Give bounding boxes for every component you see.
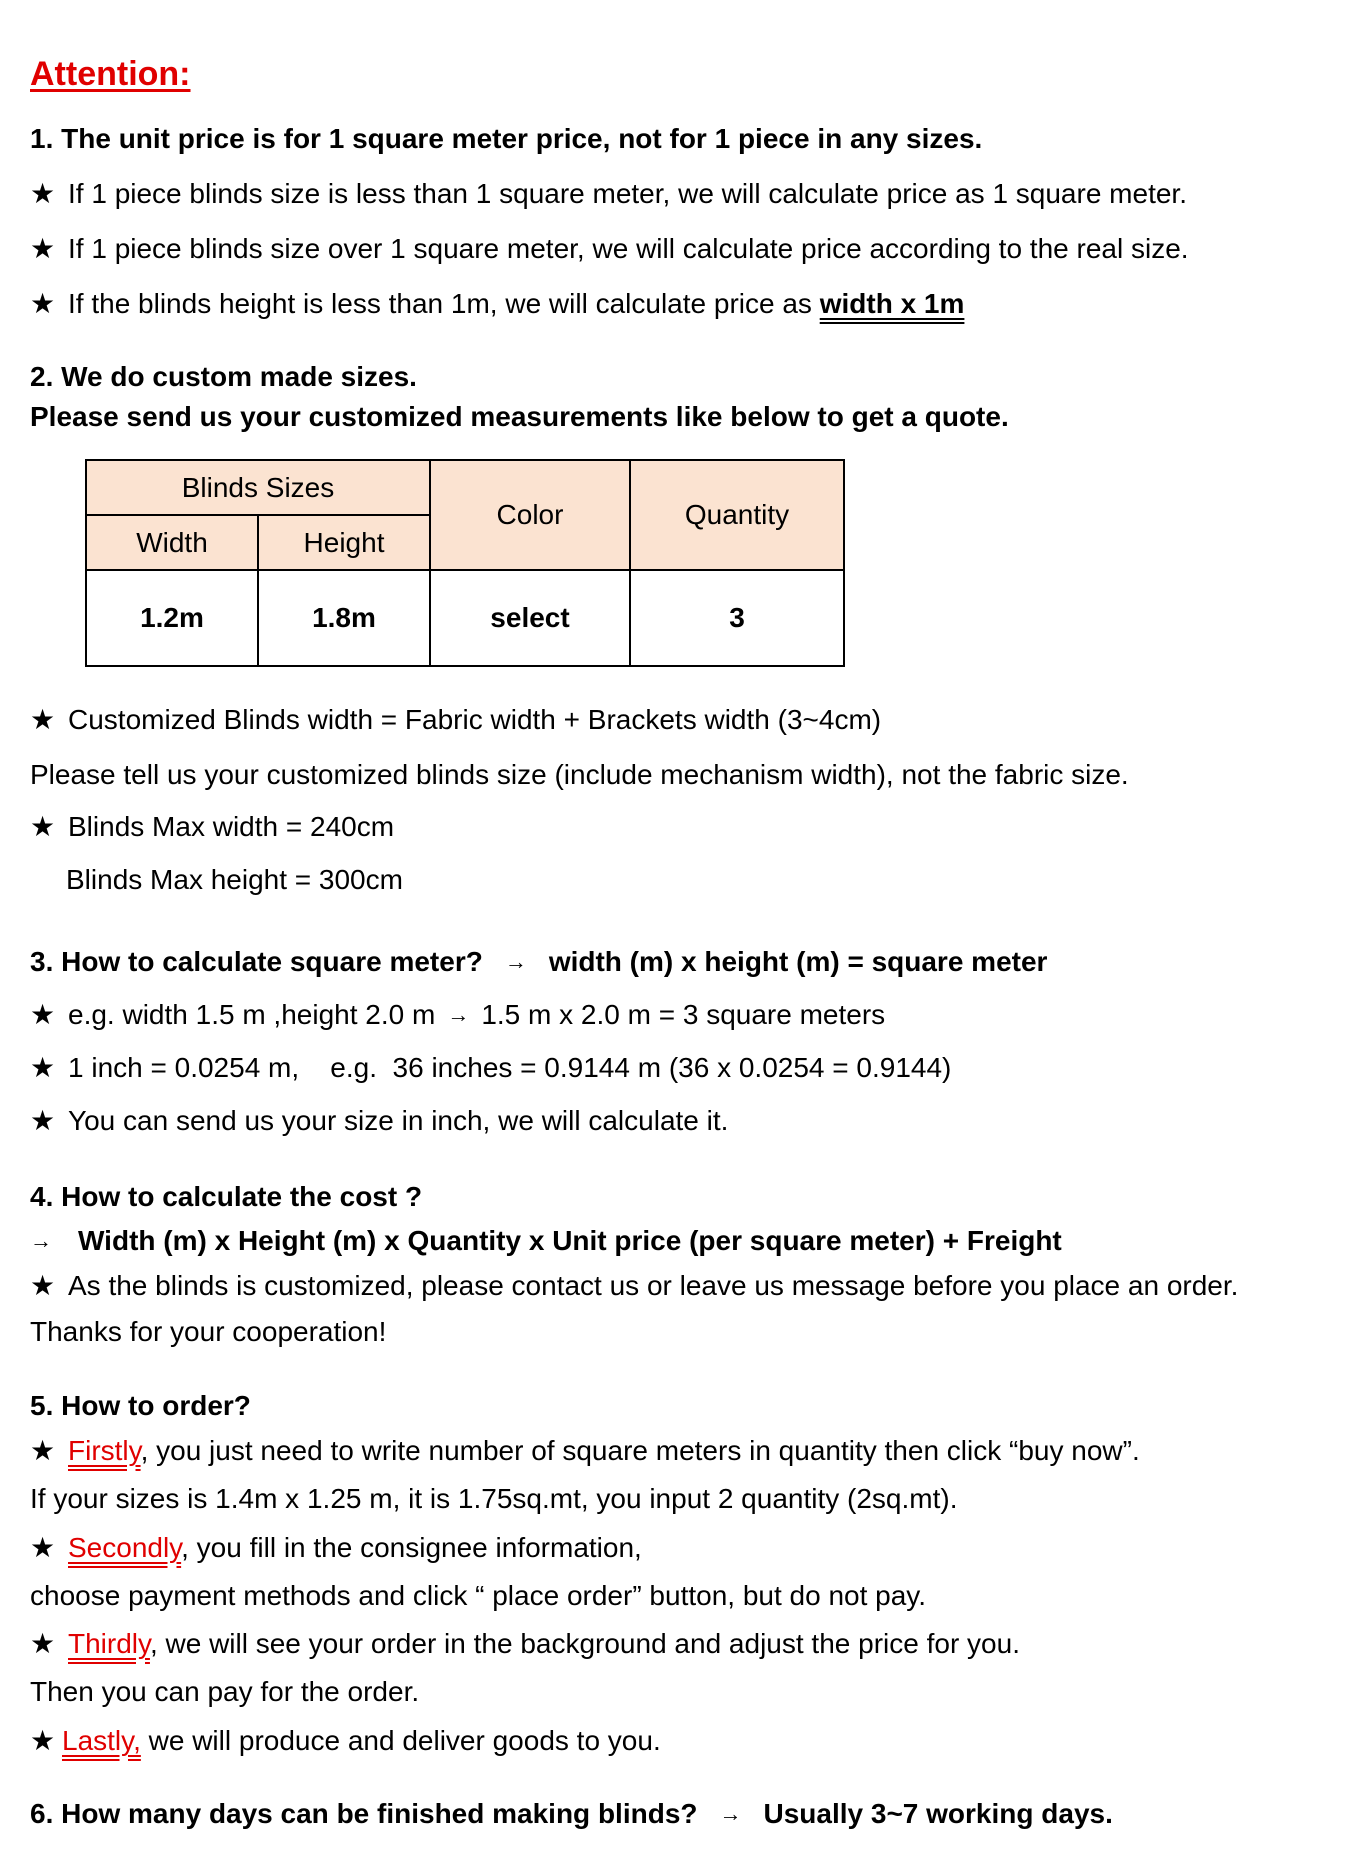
- section-4-thanks: Thanks for your cooperation!: [30, 1316, 387, 1347]
- section-3-bullet-3: ★ You can send us your size in inch, we will calculate it.: [30, 1105, 729, 1136]
- section-3-bullet-2: ★ 1 inch = 0.0254 m, e.g. 36 inches = 0.9144 m (36 x 0.0254 = 0.9144): [30, 1052, 952, 1083]
- width-x-1m-emphasis: width x 1m: [819, 288, 965, 319]
- section-1-bullet-1: ★ If 1 piece blinds size is less than 1 square meter, we will calculate price as 1 square meter.: [30, 178, 1187, 209]
- section-3-heading: 3. How to calculate square meter? → width (m) x height (m) = square meter: [30, 946, 1048, 977]
- star-icon: ★: [30, 1270, 56, 1301]
- height-header: Height: [258, 515, 430, 570]
- quantity-cell: 3: [630, 570, 844, 666]
- section-4-bullet-1: ★ As the blinds is customized, please contact us or leave us message before you place an order.: [30, 1270, 1239, 1301]
- arrow-icon: →: [447, 1002, 470, 1027]
- section-1-bullet-2: ★ If 1 piece blinds size over 1 square meter, we will calculate price according to the real size.: [30, 233, 1189, 264]
- section-2-subheading: Please send us your customized measurements like below to get a quote.: [30, 401, 1009, 432]
- step-1-label: Firstly: [68, 1435, 141, 1466]
- arrow-icon: →: [719, 1801, 742, 1826]
- star-icon: ★: [30, 811, 56, 842]
- sizes-table: [85, 459, 845, 667]
- section-4-heading: 4. How to calculate the cost ?: [30, 1181, 423, 1212]
- step-2-note: choose payment methods and click “ place order” button, but do not pay.: [30, 1580, 926, 1611]
- section-1-bullet-3: ★ If the blinds height is less than 1m, we will calculate price as width x 1m: [30, 288, 965, 319]
- star-icon: ★: [30, 1052, 56, 1083]
- attention-heading: Attention:: [30, 55, 191, 93]
- arrow-icon: →: [30, 1228, 52, 1253]
- color-header: Color: [430, 460, 630, 570]
- section-2-bullet-2b: Blinds Max height = 300cm: [66, 864, 403, 895]
- section-2-bullet-1: ★ Customized Blinds width = Fabric width + Brackets width (3~4cm): [30, 704, 882, 735]
- section-6-heading: 6. How many days can be finished making blinds? → Usually 3~7 working days.: [30, 1798, 1113, 1829]
- width-cell: 1.2m: [86, 570, 258, 666]
- step-1: ★ Firstly, you just need to write number of square meters in quantity then click “buy now”.: [30, 1435, 1140, 1466]
- star-icon: ★: [30, 999, 56, 1030]
- section-5-heading: 5. How to order?: [30, 1390, 251, 1421]
- step-2: ★ Secondly, you fill in the consignee information,: [30, 1532, 642, 1563]
- star-icon: ★: [30, 704, 56, 735]
- step-4-label: Lastly,: [62, 1725, 141, 1756]
- step-3-note: Then you can pay for the order.: [30, 1676, 420, 1707]
- star-icon: ★: [30, 1435, 56, 1466]
- star-icon: ★: [30, 288, 56, 319]
- color-cell: select: [430, 570, 630, 666]
- section-2-note: Please tell us your customized blinds size (include mechanism width), not the fabric size.: [30, 759, 1129, 790]
- section-2-bullet-2: ★ Blinds Max width = 240cm: [30, 811, 395, 842]
- star-icon: ★: [30, 233, 56, 264]
- section-4-formula: → Width (m) x Height (m) x Quantity x Unit price (per square meter) + Freight: [30, 1225, 1062, 1256]
- step-2-label: Secondly: [68, 1532, 182, 1563]
- width-header: Width: [86, 515, 258, 570]
- step-4: ★ Lastly, we will produce and deliver goods to you.: [30, 1725, 661, 1756]
- star-icon: ★: [30, 178, 56, 209]
- star-icon: ★: [30, 1628, 56, 1659]
- step-1-note: If your sizes is 1.4m x 1.25 m, it is 1.75sq.mt, you input 2 quantity (2sq.mt).: [30, 1483, 958, 1514]
- step-3: ★ Thirdly, we will see your order in the background and adjust the price for you.: [30, 1628, 1020, 1659]
- section-2-heading: 2. We do custom made sizes.: [30, 361, 417, 392]
- star-icon: ★: [30, 1105, 56, 1136]
- section-1-heading: 1. The unit price is for 1 square meter price, not for 1 piece in any sizes.: [30, 123, 983, 154]
- quantity-header: Quantity: [630, 460, 844, 570]
- blinds-sizes-header: Blinds Sizes: [86, 460, 430, 515]
- step-3-label: Thirdly: [68, 1628, 150, 1659]
- section-3-bullet-1: ★ e.g. width 1.5 m ,height 2.0 m → 1.5 m x 2.0 m = 3 square meters: [30, 999, 886, 1030]
- arrow-icon: →: [504, 949, 527, 974]
- star-icon: ★: [30, 1532, 56, 1563]
- star-icon: ★: [30, 1725, 56, 1756]
- height-cell: 1.8m: [258, 570, 430, 666]
